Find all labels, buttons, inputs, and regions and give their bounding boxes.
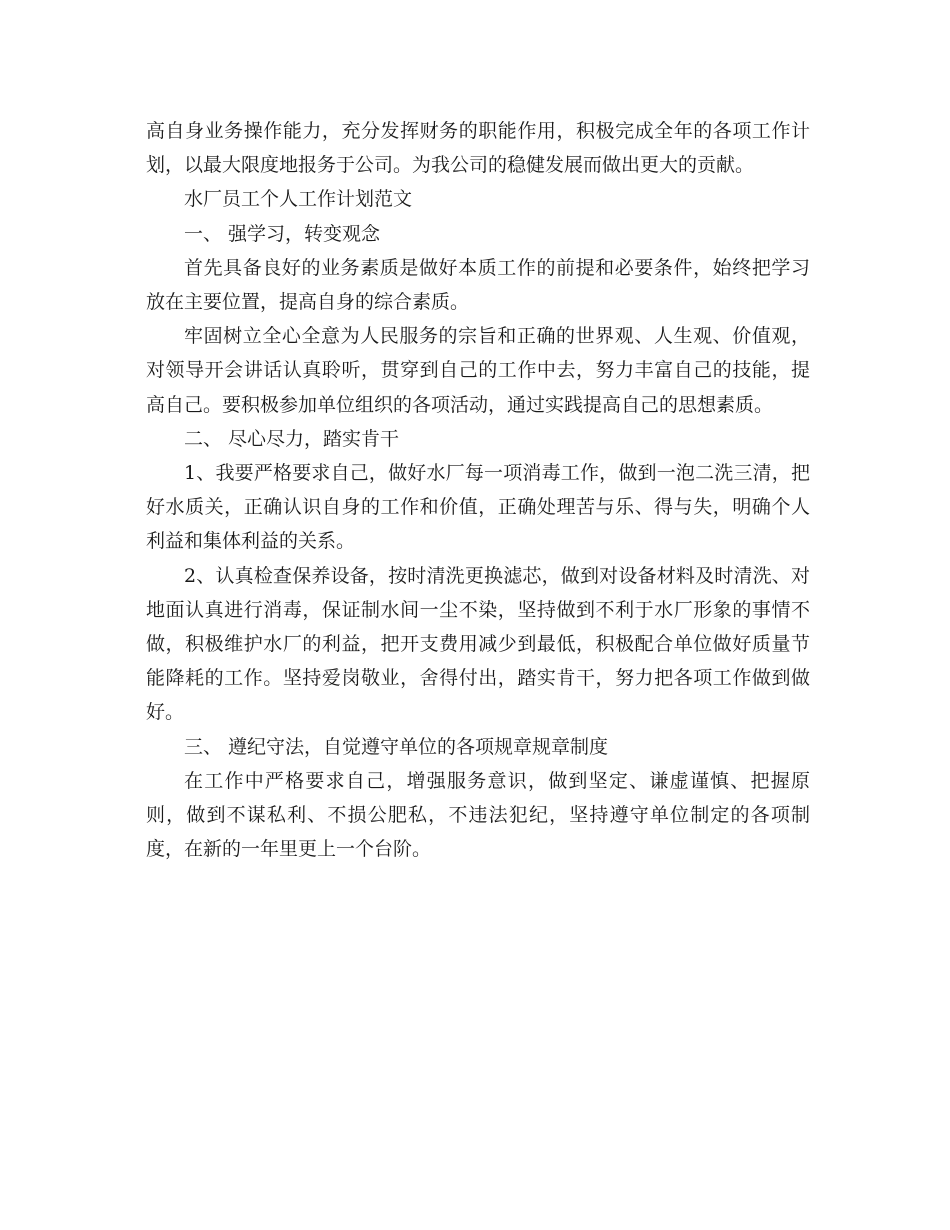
section-title: 水厂员工个人工作计划范文	[184, 188, 413, 211]
paragraph: 1、我要严格要求自己，做好水厂每一项消毒工作，做到一泡二洗三清，把好水质关，正确认识自身的工作和价值，正确处理苦与乐、得与失，明确个人利益和集体利益的关系。	[146, 462, 810, 553]
paragraph: 在工作中严格要求自己，增强服务意识，做到坚定、谦虚谨慎、把握原则，做到不谋私利、不损公肥私，不违法犯纪，坚持遵守单位制定的各项制度，在新的一年里更上一个台阶。	[146, 769, 810, 861]
heading-3: 三、 遵纪守法，自觉遵守单位的各项规章规章制度	[184, 735, 609, 758]
paragraph: 2、认真检查保养设备，按时清洗更换滤芯，做到对设备材料及时清洗、对地面认真进行消毒，保证制水间一尘不染，坚持做到不利于水厂形象的事情不做，积极维护水厂的利益，把开支费用减少到最低，积极配合单位做好质量节能降耗的工作。坚持爱岗敬业，舍得付出，踏实肯干，努力把各项工作做到做好。	[146, 564, 810, 724]
document-body	[146, 114, 810, 866]
heading-1: 一、 强学习，转变观念	[184, 222, 381, 245]
paragraph: 牢固树立全心全意为人民服务的宗旨和正确的世界观、人生观、价值观，对领导开会讲话认真聆听，贯穿到自己的工作中去，努力丰富自己的技能，提高自己。要积极参加单位组织的各项活动，通过实践提高自己的思想素质。	[146, 325, 810, 416]
paragraph: 首先具备良好的业务素质是做好本质工作的前提和必要条件，始终把学习放在主要位置，提高自身的综合素质。	[146, 256, 810, 314]
heading-2: 二、 尽心尽力，踏实肯干	[184, 427, 400, 450]
paragraph-continuation: 高自身业务操作能力，充分发挥财务的职能作用，积极完成全年的各项工作计划，以最大限度地报务于公司。为我公司的稳健发展而做出更大的贡献。	[146, 120, 810, 177]
